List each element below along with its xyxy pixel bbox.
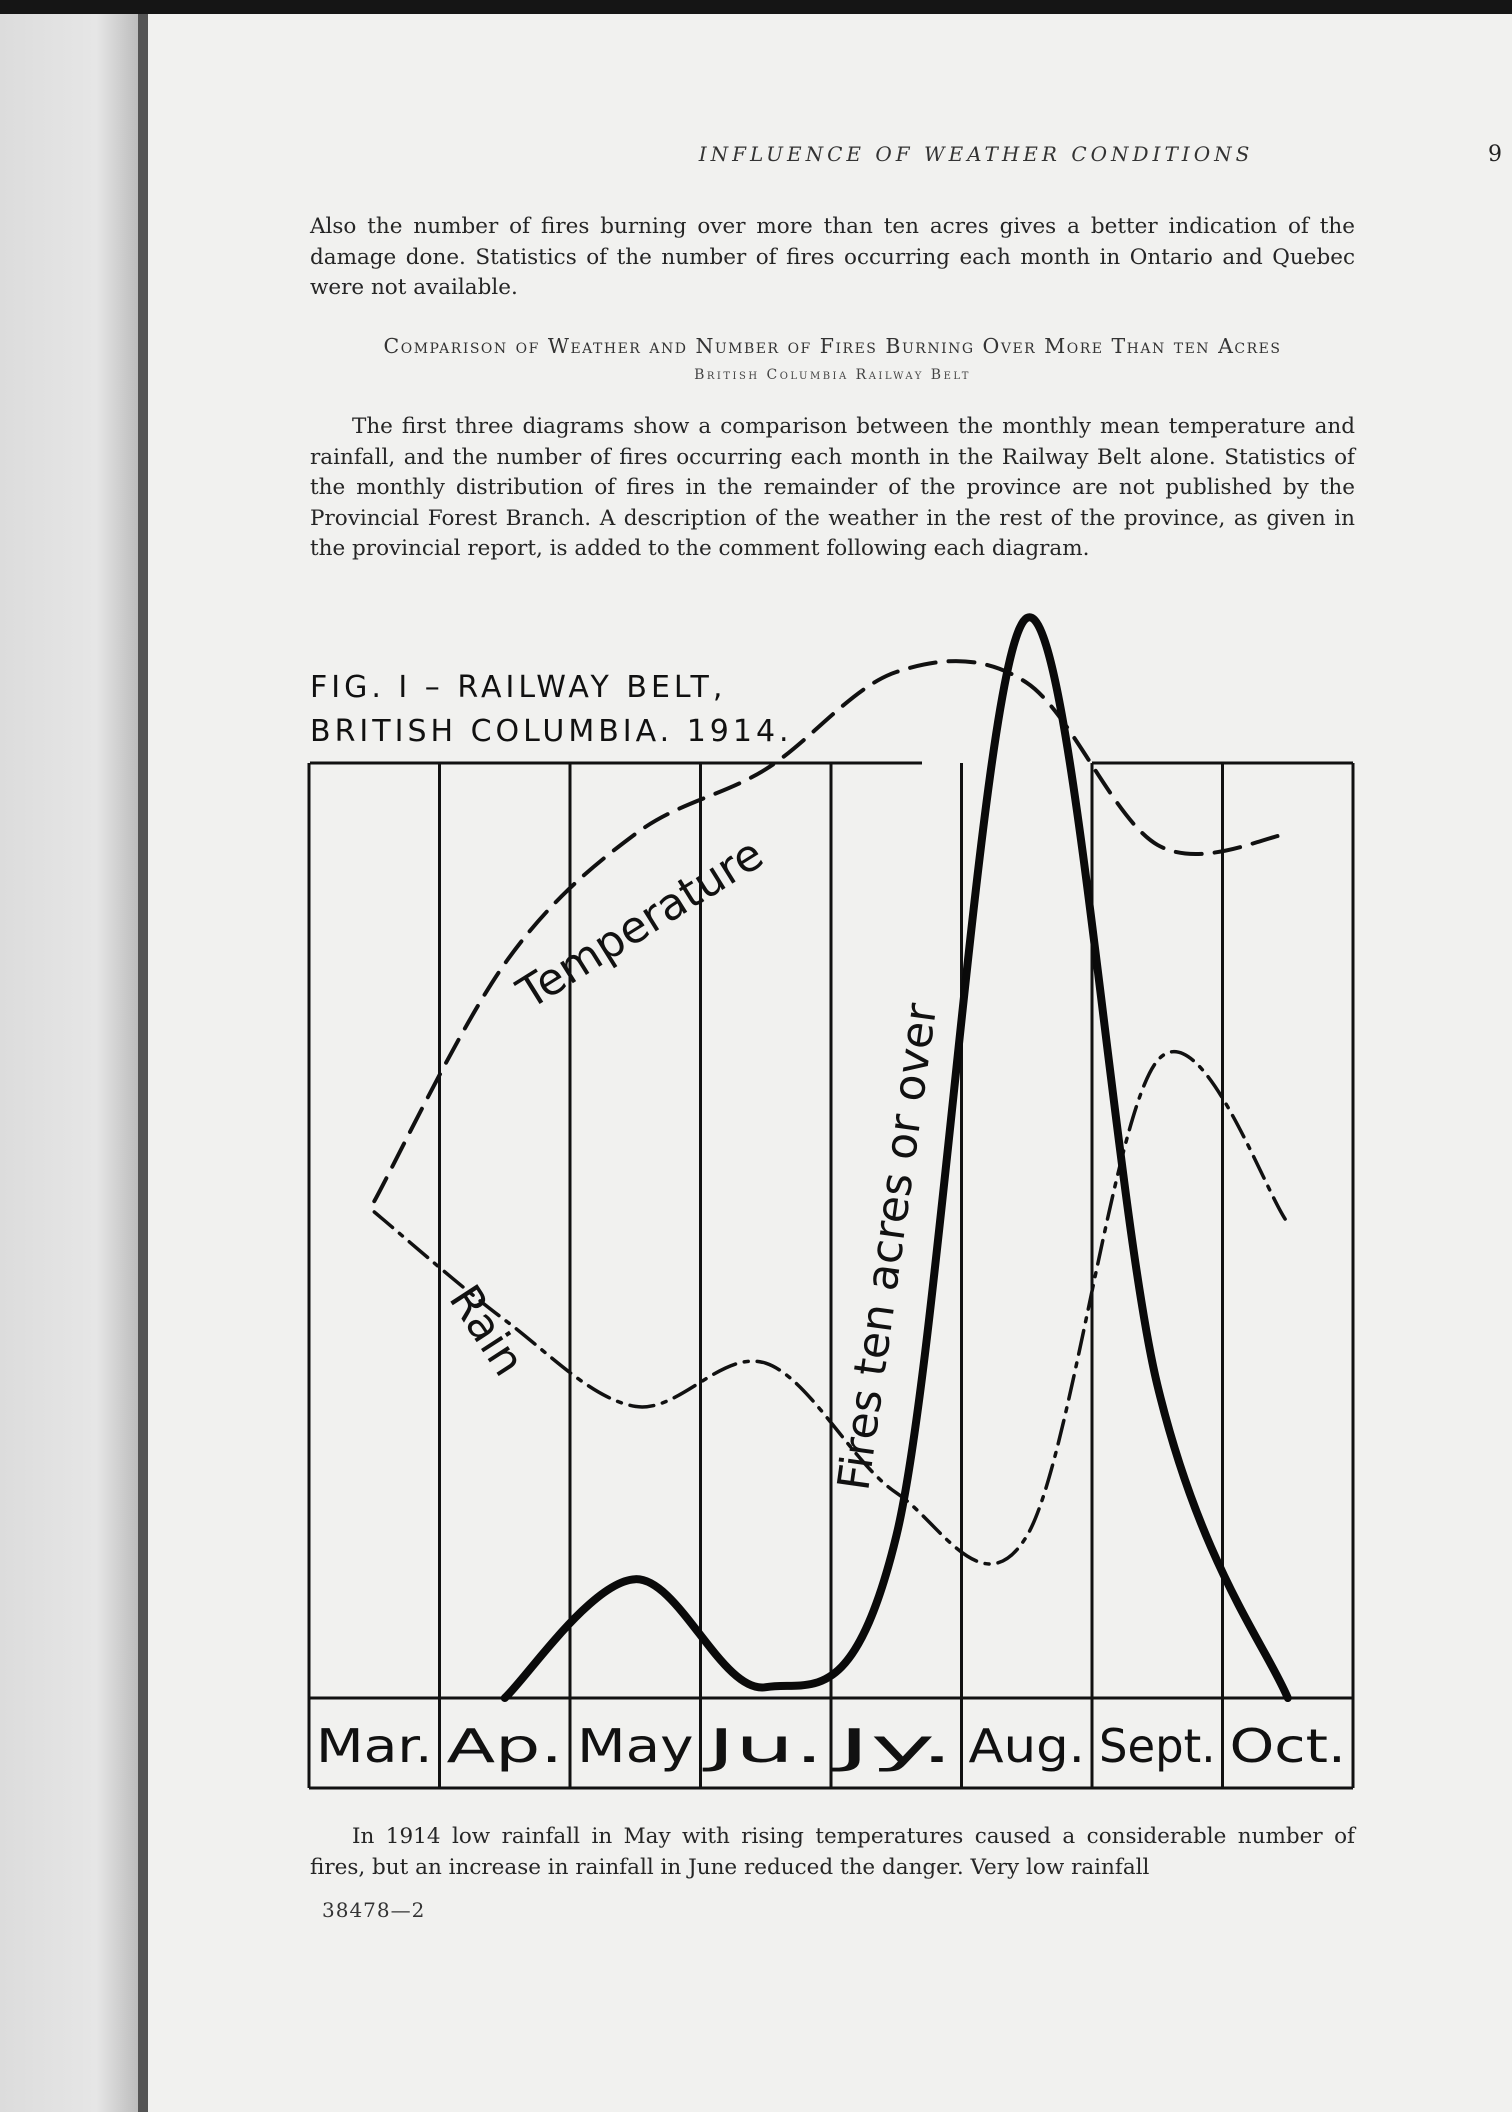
month-label: Aug.: [968, 1719, 1085, 1773]
figure-title-line2: BRITISH COLUMBIA. 1914.: [310, 714, 793, 749]
month-label: May: [577, 1719, 694, 1773]
closing-paragraph: In 1914 low rainfall in May with rising temperatures caused a considerable number of fires, but an increase in rainfall in June reduced the danger. Very low rainfall: [310, 1824, 1355, 1880]
rain-label: Rain: [438, 1276, 535, 1386]
month-label: Mar.: [316, 1719, 433, 1773]
signature-code: 38478—2: [322, 1898, 426, 1922]
temperature-label: Temperature: [508, 828, 773, 1020]
section-caption: Comparison of Weather and Number of Fires Burning Over More Than ten Acres: [383, 334, 1282, 358]
fires-label: Fires ten acres or over: [828, 1000, 948, 1494]
intro-paragraph: Also the number of fires burning over more than ten acres gives a better indication of the damage done. Statistics of the number of fires occurring each month in Ontario and Quebec were not available.: [310, 214, 1355, 300]
month-label: Sept.: [1099, 1719, 1216, 1773]
month-label: Oct.: [1229, 1719, 1346, 1773]
running-title: INFLUENCE OF WEATHER CONDITIONS: [698, 142, 1254, 166]
section-subcaption: British Columbia Railway Belt: [694, 367, 971, 383]
figure-title-line1: FIG. I – RAILWAY BELT,: [310, 670, 727, 705]
month-label: Jy.: [830, 1719, 955, 1773]
page-number: 9: [1488, 142, 1502, 167]
month-label: Ju.: [701, 1719, 824, 1773]
description-paragraph: The first three diagrams show a comparison between the monthly mean temperature and rainfall, and the number of fires occurring each month in the Railway Belt alone. Statistics of the monthly distribution of fires in the remainder of the province are not published by the Provincial Forest Branch. A description of the weather in the rest of the province, as given in the provincial report, is added to the comment following each diagram.: [310, 414, 1355, 561]
month-label: Ap.: [446, 1719, 563, 1773]
